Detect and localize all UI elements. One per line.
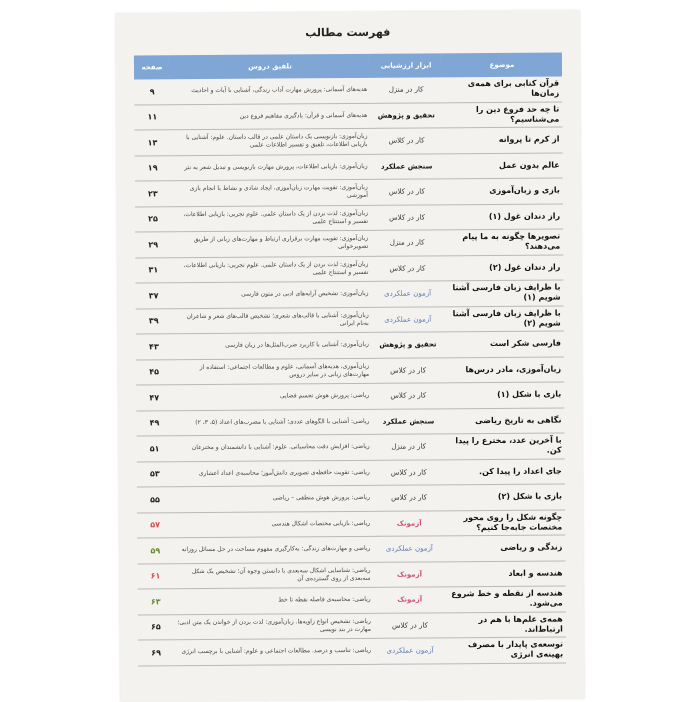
table-row [134, 127, 562, 155]
description-cell: ریاضی: پرورش هوش تجسم فضایی [172, 383, 372, 410]
tool-cell: کار در کلاس [370, 128, 442, 154]
page-number-cell: ۱۹ [135, 155, 171, 181]
tool-cell: کار در منزل [373, 434, 445, 460]
page-number-cell: ۵۹ [137, 538, 173, 564]
table-row [137, 459, 565, 487]
page-number-cell: ۶۹ [138, 640, 174, 666]
topic-cell: بازی و زبان‌آموزی [443, 178, 563, 204]
page-number-cell: ۱۳ [134, 130, 170, 156]
page-number-cell: ۵۱ [137, 436, 173, 462]
description-cell: ریاضی: پرورش هوش منطقی – ریاضی [173, 485, 373, 512]
page-number-cell: ۳۷ [135, 283, 171, 309]
description-cell: ریاضی و مهارت‌های زندگی: به‌کارگیری مفهوم مساحت در حل مسائل روزانه [173, 536, 373, 563]
tool-cell: آزمون عملکردی [374, 638, 446, 664]
table-row [134, 102, 562, 130]
topic-cell: چگونه شکل را روی محور مختصات جابه‌جا کنیم؟ [445, 510, 565, 536]
topic-cell: با ظرایف زبان فارسی آشنا شویم (۱) [443, 280, 563, 306]
table-row [136, 331, 564, 359]
tool-cell: کار در منزل [370, 77, 442, 103]
description-cell: زبان‌آموزی: لذت بردن از یک داستان علمی. علوم تجربی: بازیابی اطلاعات، تفسیر و استنتاج علمی [171, 205, 371, 232]
header-topic: موضوع [442, 53, 562, 78]
tool-cell: کار در کلاس [373, 485, 445, 511]
tool-cell: آزمون عملکردی [371, 281, 443, 307]
topic-cell: با ظرایف زبان فارسی آشنا شویم (۲) [444, 306, 564, 332]
topic-cell: جای اعداد را پیدا کن. [445, 459, 565, 485]
header-desc: تلفیق دروس [170, 54, 370, 79]
topic-cell: راز دندان غول (۱) [443, 204, 563, 230]
tool-cell: آزمون عملکردی [373, 536, 445, 562]
topic-cell: بازی با شکل (۲) [445, 484, 565, 510]
tool-cell: آزمونک [374, 587, 446, 613]
topic-cell: نگاهی به تاریخ ریاضی [444, 408, 564, 434]
page-number-cell: ۶۵ [138, 614, 174, 640]
page-number-cell: ۴۹ [136, 410, 172, 436]
description-cell: زبان‌آموزی: آشنایی با کاربرد ضرب‌المثل‌ها در زبان فارسی [172, 332, 372, 359]
page-number-cell: ۶۱ [137, 563, 173, 589]
table-row [137, 484, 565, 512]
page-title: فهرست مطالب [305, 25, 391, 40]
topic-cell: راز دندان غول (۲) [443, 255, 563, 281]
table-row [135, 178, 563, 206]
page-number-cell: ۲۳ [135, 181, 171, 207]
topic-cell: تا چه حد فروع دین را می‌شناسیم؟ [442, 102, 562, 128]
table-row [134, 77, 562, 105]
tool-cell: کار در کلاس [371, 255, 443, 281]
table-row [137, 535, 565, 563]
table-row [138, 611, 566, 639]
table-row [138, 586, 566, 614]
topic-cell: توسعه‌ی پایدار با مصرف بهینه‌ی انرژی [446, 637, 566, 663]
page-number-cell: ۲۹ [135, 232, 171, 258]
page-number-cell: ۹ [134, 79, 170, 104]
description-cell: هدیه‌های آسمانی و قرآن: یادگیری مفاهیم فروع دین [170, 103, 370, 130]
page-number-cell: ۲۵ [135, 206, 171, 232]
tool-cell: تحقیق و پژوهش [370, 102, 442, 128]
description-cell: ریاضی: بازیابی مختصات اشکال هندسی [173, 511, 373, 538]
description-cell: زبان‌آموزی: تقویت مهارت زبان‌آموزی، ایجاد شادی و نشاط با انجام بازی آموزشی [171, 179, 371, 206]
description-cell: ریاضی: تقویت حافظه‌ی تصویری دانش‌آموز؛ محاسبه‌ی اعداد اعشاری [173, 460, 373, 487]
description-cell: ریاضی: افزایش دقت محاسباتی. علوم: آشنایی با دانشمندان و مخترعان [173, 434, 373, 461]
description-cell: زبان‌آموزی: تقویت مهارت برقراری ارتباط و مهارت‌های زبانی از طریق تصویرخوانی [171, 230, 371, 257]
table-of-contents [134, 53, 566, 666]
header-tool: ابزار ارزشیابی [370, 53, 442, 78]
page-number-cell: ۴۳ [136, 334, 172, 360]
table-row [135, 204, 563, 232]
table-row [135, 280, 563, 308]
page-number-cell: ۱۱ [134, 104, 170, 130]
table-row [137, 561, 565, 589]
header-page: صفحه [134, 55, 170, 79]
description-cell: ریاضی: شناسایی اشکال سه‌بعدی با دانستن وجوه آن؛ تشخیص یک شکل سه‌بعدی از روی گسترده‌ی آن [173, 562, 373, 589]
page-number-cell: ۵۷ [137, 512, 173, 538]
description-cell: زبان‌آموزی: لذت بردن از یک داستان علمی. علوم تجربی: بازیابی اطلاعات، تفسیر و استنتاج علمی [171, 256, 371, 283]
document-page [116, 10, 585, 701]
page-number-cell: ۴۵ [136, 359, 172, 385]
topic-cell: عالم بدون عمل [443, 153, 563, 179]
table-row [135, 229, 563, 257]
page-number-cell: ۴۷ [136, 385, 172, 411]
table-row [138, 637, 566, 665]
table-row [136, 357, 564, 385]
table-row [135, 255, 563, 283]
topic-cell: هندسه از نقطه و خط شروع می‌شود. [446, 586, 566, 612]
topic-cell: فارسی شکر است [444, 331, 564, 357]
tool-cell: کار در کلاس [372, 357, 444, 383]
page-number-cell: ۵۳ [137, 461, 173, 487]
description-cell: زبان‌آموزی: تشخیص آرایه‌های ادبی در متون فارسی [171, 281, 371, 308]
tool-cell: آزمونک [373, 561, 445, 587]
table-row [135, 153, 563, 181]
tool-cell: سنجش عملکرد [371, 153, 443, 179]
table-header-row [134, 53, 562, 80]
table-row [136, 382, 564, 410]
tool-cell: تحقیق و پژوهش [372, 332, 444, 358]
tool-cell: کار در کلاس [371, 204, 443, 230]
description-cell: هدیه‌های آسمانی: پرورش مهارت آداب زندگی، آشنایی با آیات و احادیث [170, 78, 370, 104]
topic-cell: هندسه و ابعاد [445, 561, 565, 587]
description-cell: ریاضی: تشخیص انواع زاویه‌ها. زبان‌آموزی: لذت بردن از خواندن یک متن ادبی؛ مهارت در بند نویسی [174, 613, 374, 640]
topic-cell: زندگی و ریاضی [445, 535, 565, 561]
topic-cell: با آخرین عدد، مخترع را پیدا کن. [445, 433, 565, 459]
tool-cell: کار در کلاس [374, 612, 446, 638]
topic-cell: قرآن کتابی برای همه‌ی زمان‌ها [442, 77, 562, 103]
topic-cell: از کرم تا پروانه [442, 127, 562, 153]
tool-cell: کار در منزل [371, 230, 443, 256]
tool-cell: سنجش عملکرد [372, 408, 444, 434]
tool-cell: آزمونک [373, 510, 445, 536]
page-number-cell: ۳۹ [136, 308, 172, 334]
description-cell: ریاضی: آشنایی با الگوهای عددی؛ آشنایی با مضرب‌های اعداد (۵، ۳، ۲) [172, 409, 372, 436]
page-number-cell: ۵۵ [137, 487, 173, 513]
tool-cell: کار در کلاس [372, 383, 444, 409]
description-cell: زبان‌آموزی، هدیه‌های آسمانی، علوم و مطالعات اجتماعی: استفاده از مهارت‌های زبانی در سایر دروس [172, 358, 372, 385]
topic-cell: زبان‌آموزی، مادر درس‌ها [444, 357, 564, 383]
topic-cell: همه‌ی علم‌ها با هم در ارتباط‌اند. [446, 611, 566, 637]
description-cell: ریاضی: محاسبه‌ی فاصله نقطه تا خط [174, 587, 374, 614]
topic-cell: بازی با شکل (۱) [444, 382, 564, 408]
description-cell: زبان‌آموزی: آشنایی با قالب‌های شعری؛ تشخیص قالب‌های شعر و شاعران به‌نام ایرانی [172, 307, 372, 334]
table-row [136, 306, 564, 334]
topic-cell: تصویرها چگونه به ما پیام می‌دهند؟ [443, 229, 563, 255]
table-row [137, 510, 565, 538]
table-row [137, 433, 565, 461]
description-cell: ریاضی: تناسب و درصد. مطالعات اجتماعی و علوم: آشنایی با برچسب انرژی [174, 638, 374, 665]
description-cell: زبان‌آموزی: بازیابی اطلاعات، پرورش مهارت بازنویسی و تبدیل شعر به نثر [171, 154, 371, 181]
tool-cell: کار در کلاس [373, 459, 445, 485]
description-cell: زبان‌آموزی: بازنویسی یک داستان علمی در قالب داستان. علوم: آشنایی با بازیابی اطلاعات، تلفیق و تفسیر اطلاعات علمی [170, 128, 370, 155]
tool-cell: آزمون عملکردی [372, 306, 444, 332]
tool-cell: کار در کلاس [371, 179, 443, 205]
page-number-cell: ۳۱ [135, 257, 171, 283]
page-number-cell: ۶۳ [138, 589, 174, 615]
table-row [136, 408, 564, 436]
